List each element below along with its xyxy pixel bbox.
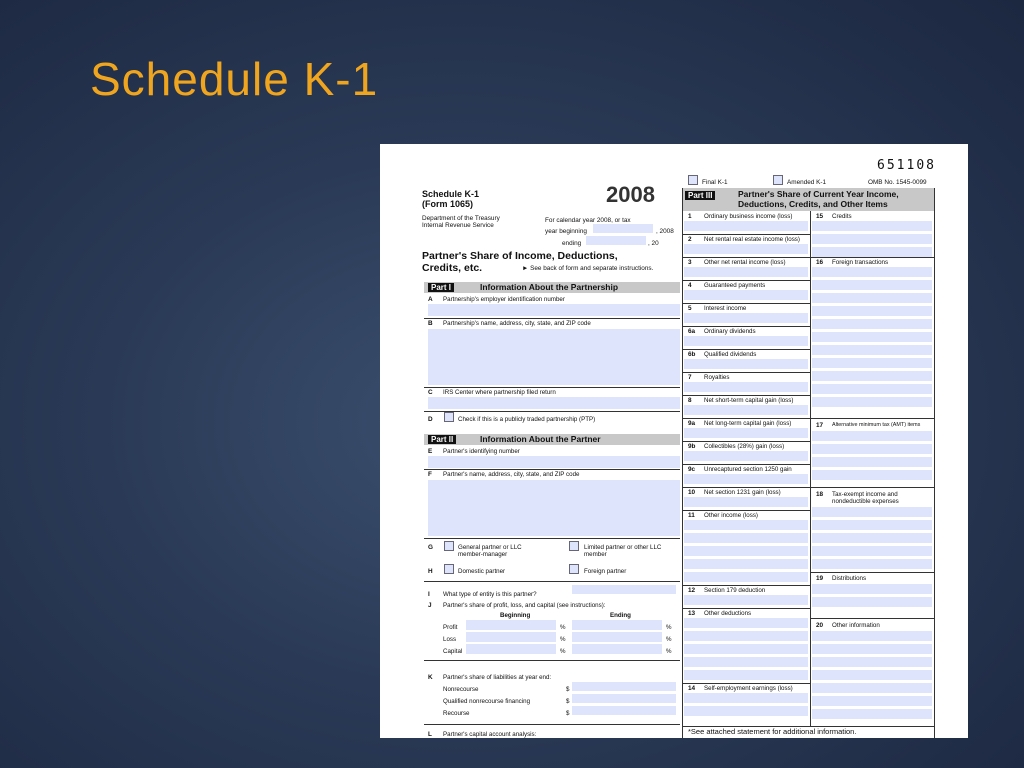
line-16-field-2[interactable] [812,280,932,290]
dollar-sign: $ [566,686,570,693]
line-13-field-3[interactable] [684,644,808,654]
recourse-field[interactable] [572,706,676,715]
line-15-label: Credits [832,213,852,220]
line-12-field[interactable] [684,595,808,605]
line-16-field-1[interactable] [812,267,932,277]
divider [682,418,810,419]
divider [682,683,810,684]
line-11-field-4[interactable] [684,559,808,569]
divider [810,618,934,619]
line-20-field-1[interactable] [812,631,932,641]
profit-end-field[interactable] [572,620,662,630]
line-10-number: 10 [688,489,696,496]
irs-center-field[interactable] [428,397,680,409]
divider [682,280,810,281]
line-13-field-4[interactable] [684,657,808,667]
divider [424,581,680,582]
line-18-label-2: nondeductible expenses [832,498,899,505]
line-9c-label: Unrecaptured section 1250 gain [704,466,792,473]
line-20-field-6[interactable] [812,696,932,706]
divider [424,538,680,539]
line-i-label: What type of entity is this partner? [443,591,537,598]
line-17-field-4[interactable] [812,470,932,480]
line-18-field-4[interactable] [812,546,932,556]
line-7-field[interactable] [684,382,808,392]
dollar-sign: $ [566,698,570,705]
line-8-number: 8 [688,397,692,404]
capital-end-field[interactable] [572,644,662,654]
divider [682,326,810,327]
slide-title: Schedule K-1 [90,53,379,105]
line-16-field-8[interactable] [812,358,932,368]
line-13-field-1[interactable] [684,618,808,628]
line-16-field-3[interactable] [812,293,932,303]
part3-bar [682,188,934,211]
line-6a-number: 6a [688,328,696,335]
line-1-label: Ordinary business income (loss) [704,213,793,220]
line-14-number: 14 [688,685,696,692]
final-k1-checkbox[interactable] [688,175,698,185]
year-ending-field[interactable] [586,236,646,245]
line-d-letter: D [428,416,433,423]
line-11-field-2[interactable] [684,533,808,543]
divider [682,257,810,258]
j-col-ending: Ending [610,612,631,619]
capital-begin-field[interactable] [466,644,556,654]
j-row-loss: Loss [443,636,457,643]
line-8-label: Net short-term capital gain (loss) [704,397,794,404]
line-9a-field[interactable] [684,428,808,438]
line-9b-label: Collectibles (28%) gain (loss) [704,443,785,450]
line-14-field-2[interactable] [684,706,808,716]
line-3-number: 3 [688,259,692,266]
k-row-qualified: Qualified nonrecourse financing [443,698,531,705]
line-k-label: Partner's share of liabilities at year end: [443,674,552,681]
line-17-field-3[interactable] [812,457,932,467]
calendar-2008: , 2008 [656,228,674,235]
divider [682,395,810,396]
j-row-capital: Capital [443,648,463,655]
line-i-letter: I [428,591,430,598]
limited-partner-label-2: member [584,551,607,558]
line-16-field-7[interactable] [812,345,932,355]
divider [424,318,680,319]
part1-bar [424,282,680,293]
line-1-number: 1 [688,213,692,220]
line-6a-label: Ordinary dividends [704,328,756,335]
limited-partner-checkbox[interactable] [569,541,579,551]
part1-title: Information About the Partnership [480,282,619,292]
line-17-label: Alternative minimum tax (AMT) items [832,422,921,428]
nonrecourse-field[interactable] [572,682,676,691]
foreign-partner-label: Foreign partner [584,568,627,575]
k-row-recourse: Recourse [443,710,470,717]
general-partner-label-2: member-manager [458,551,508,558]
pct-sign: % [560,636,566,643]
part2-bar [424,434,680,445]
line-14-field-1[interactable] [684,693,808,703]
part3-right-column [810,211,934,726]
line-f-letter: F [428,471,432,478]
form-heading-line2: Credits, etc. [422,262,483,274]
calendar-line2: year beginning [545,228,587,235]
line-18-number: 18 [816,491,824,498]
amended-k1-checkbox[interactable] [773,175,783,185]
divider [810,418,934,419]
line-15-field-1[interactable] [812,221,932,231]
divider [424,469,680,470]
part3-right-border [934,188,935,738]
part3-title-1: Partner's Share of Current Year Income, [738,189,899,199]
line-15-number: 15 [816,213,824,220]
line-b-letter: B [428,320,433,327]
j-row-profit: Profit [443,624,458,631]
line-3-field[interactable] [684,267,808,277]
schedule-title: Schedule K-1 [422,189,480,199]
line-4-number: 4 [688,282,692,289]
line-b-label: Partnership's name, address, city, state, and ZIP code [443,320,591,327]
limited-partner-label-1: Limited partner or other LLC [584,544,662,551]
line-18-field-1[interactable] [812,507,932,517]
divider [682,441,810,442]
line-17-number: 17 [816,422,824,429]
line-19-number: 19 [816,575,824,582]
line-18-field-2[interactable] [812,520,932,530]
line-16-number: 16 [816,259,824,266]
domestic-partner-label: Domestic partner [458,568,506,575]
line-11-field-3[interactable] [684,546,808,556]
pct-sign: % [560,624,566,631]
calendar-line1: For calendar year 2008, or tax [545,217,631,224]
line-3-label: Other net rental income (loss) [704,259,786,266]
pct-sign: % [666,624,672,631]
form-code: 651108 [877,158,936,173]
part3-title-2: Deductions, Credits, and Other Items [738,199,888,209]
line-17-field-1[interactable] [812,431,932,441]
divider [810,572,934,573]
line-16-field-9[interactable] [812,371,932,381]
k-row-nonrecourse: Nonrecourse [443,686,479,693]
line-2-field[interactable] [684,244,808,254]
line-20-label: Other information [832,622,880,629]
line-15-field-2[interactable] [812,234,932,244]
divider [682,608,810,609]
final-k1-label: Final K-1 [702,179,728,186]
pct-sign: % [560,648,566,655]
pct-sign: % [666,636,672,643]
tax-year: 2008 [606,182,655,207]
line-9a-number: 9a [688,420,696,427]
entity-type-field[interactable] [572,585,676,594]
line-11-field-5[interactable] [684,572,808,582]
divider [682,510,810,511]
profit-begin-field[interactable] [466,620,556,630]
line-e-label: Partner's identifying number [443,448,520,455]
line-20-field-7[interactable] [812,709,932,719]
see-back-note: ► See back of form and separate instructions. [522,265,654,272]
line-5-field[interactable] [684,313,808,323]
line-19-label: Distributions [832,575,867,582]
domestic-partner-checkbox[interactable] [444,564,454,574]
line-a-letter: A [428,296,433,303]
part1-label: Part I [428,283,454,292]
partnership-name-address-field[interactable] [428,329,680,385]
amended-k1-label: Amended K-1 [787,179,827,186]
divider [424,660,680,661]
divider [810,487,934,488]
line-c-label: IRS Center where partnership filed return [443,389,556,396]
line-h-letter: H [428,568,433,575]
divider [682,372,810,373]
line-6b-label: Qualified dividends [704,351,757,358]
part2-label: Part II [428,435,456,444]
line-k-letter: K [428,674,433,681]
dept-line1: Department of the Treasury [422,215,500,222]
line-f-label: Partner's name, address, city, state, and ZIP code [443,471,580,478]
line-20-field-2[interactable] [812,644,932,654]
line-12-number: 12 [688,587,696,594]
line-2-number: 2 [688,236,692,243]
part3-label: Part III [685,191,715,200]
loss-begin-field[interactable] [466,632,556,642]
divider [424,724,680,725]
line-10-label: Net section 1231 gain (loss) [704,489,781,496]
line-11-field-1[interactable] [684,520,808,530]
line-20-field-3[interactable] [812,657,932,667]
line-d-label: Check if this is a publicly traded partnership (PTP) [458,416,596,423]
footnote: *See attached statement for additional information. [688,727,857,736]
line-12-label: Section 179 deduction [704,587,766,594]
line-8-field[interactable] [684,405,808,415]
line-13-number: 13 [688,610,696,617]
line-19-field-1[interactable] [812,584,932,594]
line-13-field-5[interactable] [684,670,808,680]
general-partner-checkbox[interactable] [444,541,454,551]
loss-end-field[interactable] [572,632,662,642]
line-2-label: Net rental real estate income (loss) [704,236,800,243]
line-4-field[interactable] [684,290,808,300]
calendar-20: , 20 [648,240,659,247]
line-16-field-5[interactable] [812,319,932,329]
divider [810,257,934,258]
line-j-letter: J [428,602,432,609]
line-9a-label: Net long-term capital gain (loss) [704,420,792,427]
general-partner-label-1: General partner or LLC [458,544,522,551]
line-9b-number: 9b [688,443,696,450]
omb-number: OMB No. 1545-0099 [868,179,927,186]
pct-sign: % [666,648,672,655]
year-beginning-field[interactable] [593,224,653,233]
form-heading-line1: Partner's Share of Income, Deductions, [422,250,618,262]
divider [682,234,810,235]
qualified-nonrecourse-field[interactable] [572,694,676,703]
line-e-letter: E [428,448,433,455]
k1-form-page [380,144,968,738]
line-11-label: Other income (loss) [704,512,758,519]
divider [424,387,680,388]
line-16-label: Foreign transactions [832,259,889,266]
divider [682,585,810,586]
line-14-label: Self-employment earnings (loss) [704,685,793,692]
ptp-checkbox[interactable] [444,412,454,422]
line-l-label: Partner's capital account analysis: [443,731,537,738]
line-20-field-4[interactable] [812,670,932,680]
line-9b-field[interactable] [684,451,808,461]
line-18-field-5[interactable] [812,559,932,569]
line-a-label: Partnership's employer identification number [443,296,565,303]
line-6b-number: 6b [688,351,696,358]
part2-title: Information About the Partner [480,434,601,444]
dept-line2: Internal Revenue Service [422,222,494,229]
line-4-label: Guaranteed payments [704,282,766,289]
line-15-field-3[interactable] [812,247,932,257]
part3-left-column [682,211,810,726]
line-5-number: 5 [688,305,692,312]
partner-id-field[interactable] [428,456,680,468]
j-col-beginning: Beginning [500,612,531,619]
line-19-field-2[interactable] [812,597,932,607]
line-18-field-3[interactable] [812,533,932,543]
line-7-number: 7 [688,374,692,381]
form-number: (Form 1065) [422,199,474,209]
divider [682,303,810,304]
line-g-letter: G [428,544,433,551]
partnership-ein-field[interactable] [428,304,680,316]
line-16-field-6[interactable] [812,332,932,342]
line-17-field-2[interactable] [812,444,932,454]
line-1-field[interactable] [684,221,808,231]
divider [682,487,810,488]
line-c-letter: C [428,389,433,396]
line-10-field[interactable] [684,497,808,507]
line-6b-field[interactable] [684,359,808,369]
line-13-label: Other deductions [704,610,752,617]
calendar-ending: ending [562,240,582,247]
line-9c-field[interactable] [684,474,808,484]
dollar-sign: $ [566,710,570,717]
line-16-field-10[interactable] [812,384,932,394]
line-j-label: Partner's share of profit, loss, and capital (see instructions): [443,602,606,609]
divider [682,464,810,465]
line-l-letter: L [428,731,432,738]
line-16-field-11[interactable] [812,397,932,407]
line-6a-field[interactable] [684,336,808,346]
line-11-number: 11 [688,512,695,519]
foreign-partner-checkbox[interactable] [569,564,579,574]
line-7-label: Royalties [704,374,730,381]
line-20-number: 20 [816,622,824,629]
partner-name-address-field[interactable] [428,480,680,536]
line-20-field-5[interactable] [812,683,932,693]
line-18-label-1: Tax-exempt income and [832,491,898,498]
line-16-field-4[interactable] [812,306,932,316]
line-13-field-2[interactable] [684,631,808,641]
divider [682,349,810,350]
line-5-label: Interest income [704,305,747,312]
divider [424,411,680,412]
line-9c-number: 9c [688,466,696,473]
